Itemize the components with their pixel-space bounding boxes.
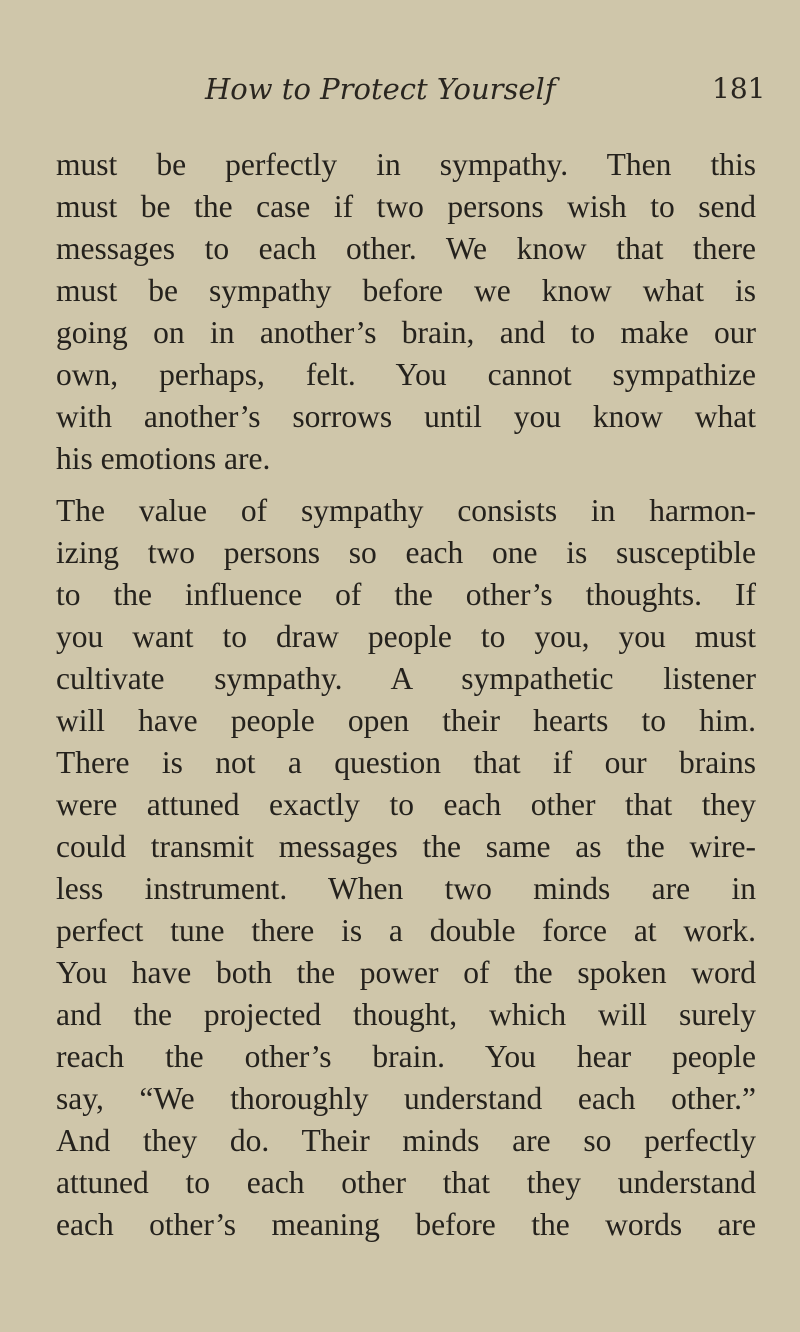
text-line: own, perhaps, felt. You cannot sympathize [56,357,756,392]
text-line: must be the case if two persons wish to send [56,189,756,224]
text-line: attuned to each other that they understand [56,1165,756,1200]
text-line: must be perfectly in sympathy. Then this [56,147,756,182]
text-line: going on in another’s brain, and to make our [56,315,756,350]
text-line: less instrument. When two minds are in [56,871,756,906]
text-line: perfect tune there is a double force at work. [56,913,756,948]
page-number: 181 [712,72,766,105]
text-line: The value of sympathy consists in harmon- [56,493,756,528]
text-line: say, “We thoroughly understand each other.” [56,1081,756,1116]
text-line: with another’s sorrows until you know what [56,399,756,434]
text-line: reach the other’s brain. You hear people [56,1039,756,1074]
text-line: There is not a question that if our brains [56,745,756,780]
text-line: You have both the power of the spoken word [56,955,756,990]
text-line: each other’s meaning before the words are [56,1207,756,1242]
running-head-title: How to Protect Yourself [205,72,556,106]
text-line: were attuned exactly to each other that they [56,787,756,822]
text-line: will have people open their hearts to him. [56,703,756,738]
text-line: cultivate sympathy. A sympathetic listener [56,661,756,696]
text-line: could transmit messages the same as the wire- [56,829,756,864]
text-line: And they do. Their minds are so perfectly [56,1123,756,1158]
text-line: you want to draw people to you, you must [56,619,756,654]
text-line: messages to each other. We know that there [56,231,756,266]
text-line: to the influence of the other’s thoughts. If [56,577,756,612]
text-line: izing two persons so each one is susceptible [56,535,756,570]
text-line: must be sympathy before we know what is [56,273,756,308]
text-line: and the projected thought, which will surely [56,997,756,1032]
text-line: his emotions are. [56,441,271,476]
